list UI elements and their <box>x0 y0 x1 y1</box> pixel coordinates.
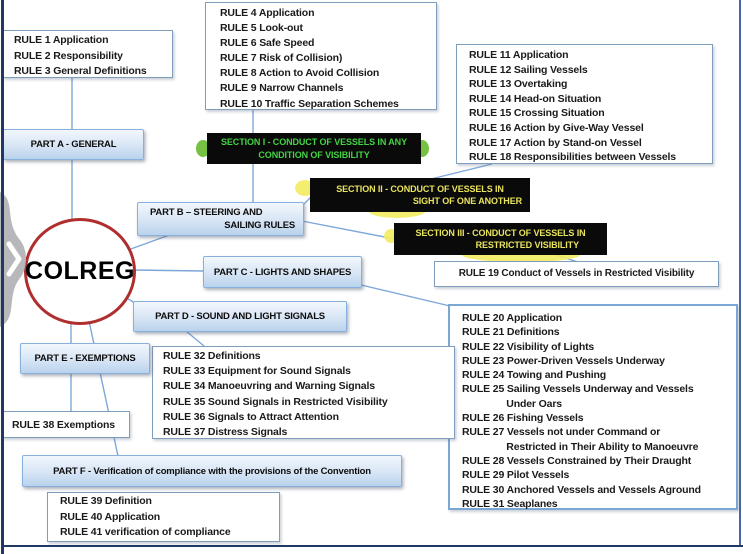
slide-border-bottom <box>1 545 743 547</box>
section-1-label-line1: SECTION I - CONDUCT OF VESSELS IN ANY <box>221 137 407 147</box>
rule-line: RULE 34 Manoeuvring and Warning Signals <box>163 380 375 393</box>
rule-line: RULE 24 Towing and Pushing <box>462 369 607 382</box>
rule-line: RULE 41 verification of compliance <box>60 526 231 538</box>
rule-line: RULE 33 Equipment for Sound Signals <box>163 365 351 378</box>
rule-line: RULE 29 Pilot Vessels <box>462 469 570 482</box>
rule-line: RULE 1 Application <box>14 34 109 46</box>
section-2-box <box>310 178 530 212</box>
rule-line: RULE 25 Sailing Vessels Underway and Vessels <box>462 383 694 396</box>
rule-line: RULE 35 Sound Signals in Restricted Visibility <box>163 395 388 408</box>
rules-39-41-box <box>47 492 280 542</box>
section-3-label-line2: RESTRICTED VISIBILITY <box>475 240 579 250</box>
rule-line: Under Oars <box>462 397 562 410</box>
rule-line: RULE 26 Fishing Vessels <box>462 412 584 425</box>
colreg-center-node <box>24 218 136 325</box>
rules-4-10-box <box>205 2 437 110</box>
rule-line: RULE 36 Signals to Attract Attention <box>163 410 339 423</box>
part-b-label-line2: SAILING RULES <box>224 220 295 231</box>
part-f-box <box>22 455 402 487</box>
slide-border-left <box>1 0 4 554</box>
rule-line: RULE 37 Distress Signals <box>163 426 288 439</box>
rule-line: RULE 27 Vessels not under Command or <box>462 426 661 439</box>
section-3-label-line1: SECTION III - CONDUCT OF VESSELS IN <box>415 227 586 238</box>
rules-32-37-box <box>152 346 455 439</box>
rule-line: RULE 30 Anchored Vessels and Vessels Aground <box>462 483 701 496</box>
rule-line: RULE 32 Definitions <box>163 350 261 362</box>
rules-20-31-box <box>448 304 738 510</box>
rule-line: RULE 39 Definition <box>60 495 152 507</box>
rule-line: RULE 8 Action to Avoid Collision <box>220 67 380 80</box>
rules-11-18-box <box>456 44 713 164</box>
next-arrow-icon[interactable] <box>0 192 30 327</box>
rule-line: RULE 31 Seaplanes <box>462 497 558 510</box>
rule-line: RULE 2 Responsibility <box>14 49 123 62</box>
rule-line: RULE 15 Crossing Situation <box>469 107 605 120</box>
rule-38-box: RULE 38 Exemptions <box>2 411 130 438</box>
rules-1-3-box <box>3 30 173 78</box>
rule-line: RULE 22 Visibility of Lights <box>462 340 595 353</box>
section-2-label-line1: SECTION II - CONDUCT OF VESSELS IN <box>336 183 504 194</box>
rule-19-box: RULE 19 Conduct of Vessels in Restricted Visibility <box>434 261 719 287</box>
slide-border-right <box>739 0 741 546</box>
rule-line: RULE 20 Application <box>462 312 563 324</box>
rule-line: RULE 6 Safe Speed <box>220 37 315 50</box>
rule-line: RULE 4 Application <box>220 7 315 19</box>
colreg-label: COLREG <box>25 257 135 285</box>
rule-line: RULE 14 Head-on Situation <box>469 92 602 105</box>
rule-line: RULE 17 Action by Stand-on Vessel <box>469 136 642 149</box>
rule-line: RULE 13 Overtaking <box>469 78 568 91</box>
part-b-label-line1: PART B – STEERING AND <box>150 207 263 218</box>
part-a-box <box>3 129 144 160</box>
part-c-box <box>203 256 362 288</box>
section-3-box <box>394 223 607 255</box>
part-c-label: PART C - LIGHTS AND SHAPES <box>213 266 352 278</box>
rule-line: RULE 21 Definitions <box>462 326 560 339</box>
part-d-label: PART D - SOUND AND LIGHT SIGNALS <box>155 311 325 322</box>
rule-line: RULE 11 Application <box>469 49 569 61</box>
part-e-box <box>20 343 150 374</box>
rule-line: RULE 28 Vessels Constrained by Their Draught <box>462 454 692 467</box>
rule-line: RULE 12 Sailing Vessels <box>469 63 588 76</box>
rule-line: RULE 7 Risk of Collision) <box>220 52 343 65</box>
section-1-box <box>207 133 421 164</box>
rule-line: RULE 18 Responsibilities between Vessels <box>469 151 676 164</box>
section-2-label-line2: SIGHT OF ONE ANOTHER <box>412 196 522 206</box>
rule-line: RULE 3 General Definitions <box>14 65 147 77</box>
section-1-label-line2: CONDITION OF VISIBILITY <box>258 149 370 160</box>
rule-line: RULE 5 Look-out <box>220 22 303 35</box>
part-e-label: PART E - EXEMPTIONS <box>34 353 136 364</box>
rule-line: RULE 16 Action by Give-Way Vessel <box>469 121 644 134</box>
rule-line: Restricted in Their Ability to Manoeuvre <box>462 440 699 453</box>
part-d-box <box>133 301 347 332</box>
rule-line: RULE 10 Traffic Separation Schemes <box>220 97 399 110</box>
rule-line: RULE 23 Power-Driven Vessels Underway <box>462 354 665 367</box>
part-f-label: PART F - Verification of compliance with the provisions of the Convention <box>53 465 371 477</box>
rule-line: RULE 9 Narrow Channels <box>220 82 344 95</box>
part-a-label: PART A - GENERAL <box>30 139 117 150</box>
rule-line: RULE 40 Application <box>60 510 161 523</box>
part-b-box <box>137 202 304 236</box>
